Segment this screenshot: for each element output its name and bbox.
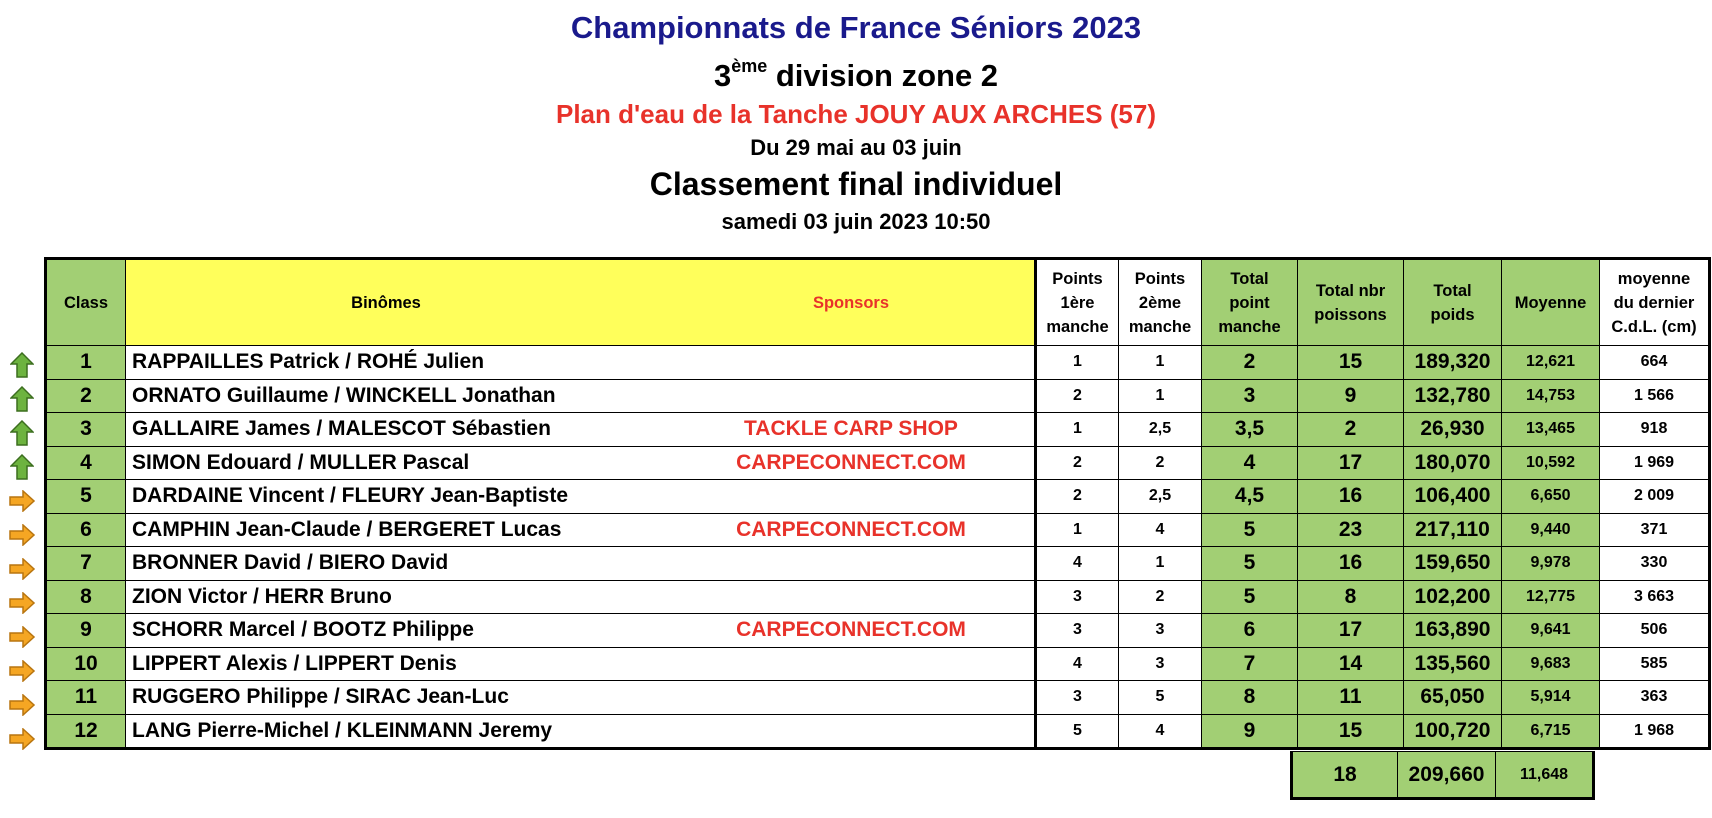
total-fish-cell: 16: [1298, 547, 1404, 581]
average-cell: 6,650: [1502, 480, 1600, 514]
sponsors-label: Sponsors: [812, 293, 890, 312]
points-1-cell: 1: [1036, 413, 1119, 447]
total-weight-cell: 132,780: [1404, 379, 1502, 413]
points-2-cell: 2: [1119, 580, 1202, 614]
sponsor-name: CARPECONNECT.COM: [736, 517, 966, 541]
average-cell: 6,715: [1502, 714, 1600, 749]
points-2-cell: 2,5: [1119, 413, 1202, 447]
col-header-binomes: [126, 259, 1036, 346]
total-points-cell: 4: [1202, 446, 1298, 480]
last-average-cell: 330: [1600, 547, 1710, 581]
total-points-cell: 5: [1202, 580, 1298, 614]
total-fish-cell: 15: [1298, 346, 1404, 380]
total-fish-cell: 17: [1298, 446, 1404, 480]
col-header-class: Class: [46, 259, 126, 346]
binome-names: GALLAIRE James / MALESCOT Sébastien: [132, 417, 551, 441]
table-row: [46, 614, 1710, 648]
total-fish-cell: 8: [1298, 580, 1404, 614]
total-points-cell: 9: [1202, 714, 1298, 749]
binome-names: CAMPHIN Jean-Claude / BERGERET Lucas: [132, 517, 562, 541]
binome-cell: [126, 480, 1036, 514]
average-cell: 14,753: [1502, 379, 1600, 413]
table-row: [46, 714, 1710, 749]
championship-title: Championnats de France Séniors 2023: [570, 10, 1142, 45]
binome-cell: [126, 346, 1036, 380]
last-average-cell: 664: [1600, 346, 1710, 380]
total-points-cell: 6: [1202, 614, 1298, 648]
rank-cell: 8: [46, 580, 126, 614]
total-points-cell: 3: [1202, 379, 1298, 413]
binome-names: LANG Pierre-Michel / KLEINMANN Jeremy: [132, 718, 553, 742]
sponsor-name: TACKLE CARP SHOP: [744, 417, 958, 441]
points-2-cell: 1: [1119, 346, 1202, 380]
total-weight-cell: 65,050: [1404, 681, 1502, 715]
binome-cell: [126, 446, 1036, 480]
total-weight-cell: 163,890: [1404, 614, 1502, 648]
total-weight-cell: 106,400: [1404, 480, 1502, 514]
binomes-label: Binômes: [351, 293, 421, 312]
total-points-cell: 5: [1202, 547, 1298, 581]
points-1-cell: 3: [1036, 614, 1119, 648]
col-header-points-2: Points 2ème manche: [1119, 259, 1202, 346]
right-arrow-icon: [8, 654, 36, 688]
total-points-cell: 2: [1202, 346, 1298, 380]
table-header-row: [46, 259, 1710, 346]
up-arrow-icon: [8, 348, 36, 382]
table-row: [46, 681, 1710, 715]
binome-cell: [126, 547, 1036, 581]
points-1-cell: 1: [1036, 346, 1119, 380]
table-row: [46, 413, 1710, 447]
average-cell: 10,592: [1502, 446, 1600, 480]
points-1-cell: 2: [1036, 480, 1119, 514]
up-arrow-icon: [8, 450, 36, 484]
right-arrow-icon: [8, 722, 36, 756]
rank-cell: 3: [46, 413, 126, 447]
binome-names: ORNATO Guillaume / WINCKELL Jonathan: [132, 383, 556, 407]
last-average-cell: 371: [1600, 513, 1710, 547]
col-header-average: Moyenne: [1502, 259, 1600, 346]
last-average-cell: 363: [1600, 681, 1710, 715]
table-row: [46, 513, 1710, 547]
binome-cell: [126, 379, 1036, 413]
total-weight-cell: 159,650: [1404, 547, 1502, 581]
rank-cell: 9: [46, 614, 126, 648]
points-1-cell: 3: [1036, 681, 1119, 715]
total-fish-cell: 23: [1298, 513, 1404, 547]
rank-cell: 10: [46, 647, 126, 681]
rank-cell: 4: [46, 446, 126, 480]
binome-names: LIPPERT Alexis / LIPPERT Denis: [132, 651, 457, 675]
col-header-points-1: Points 1ère manche: [1036, 259, 1119, 346]
table-row: [46, 346, 1710, 380]
points-2-cell: 2,5: [1119, 480, 1202, 514]
points-1-cell: 4: [1036, 647, 1119, 681]
total-fish-cell: 15: [1298, 714, 1404, 749]
total-average: 11,648: [1496, 752, 1594, 799]
average-cell: 13,465: [1502, 413, 1600, 447]
table-row: [46, 547, 1710, 581]
rank-cell: 11: [46, 681, 126, 715]
points-1-cell: 5: [1036, 714, 1119, 749]
total-points-cell: 7: [1202, 647, 1298, 681]
total-points-cell: 8: [1202, 681, 1298, 715]
points-1-cell: 1: [1036, 513, 1119, 547]
rank-cell: 1: [46, 346, 126, 380]
points-2-cell: 2: [1119, 446, 1202, 480]
trend-arrows-column: [8, 348, 36, 756]
binome-cell: [126, 513, 1036, 547]
timestamp-text: samedi 03 juin 2023 10:50: [721, 209, 991, 234]
total-fish-cell: 11: [1298, 681, 1404, 715]
venue-title: Plan d'eau de la Tanche JOUY AUX ARCHES (57): [555, 99, 1156, 129]
total-fish-cell: 16: [1298, 480, 1404, 514]
total-weight-sum: 209,660: [1398, 752, 1496, 799]
average-cell: 9,641: [1502, 614, 1600, 648]
points-2-cell: 4: [1119, 714, 1202, 749]
points-1-cell: 2: [1036, 446, 1119, 480]
ranking-title: Classement final individuel: [649, 166, 1063, 202]
binome-names: RAPPAILLES Patrick / ROHÉ Julien: [132, 350, 485, 374]
binome-names: ZION Victor / HERR Bruno: [132, 584, 392, 608]
points-1-cell: 4: [1036, 547, 1119, 581]
total-fish-sum: 18: [1292, 752, 1398, 799]
rank-cell: 6: [46, 513, 126, 547]
points-2-cell: 5: [1119, 681, 1202, 715]
last-average-cell: 2 009: [1600, 480, 1710, 514]
total-weight-cell: 180,070: [1404, 446, 1502, 480]
points-2-cell: 3: [1119, 614, 1202, 648]
total-weight-cell: 26,930: [1404, 413, 1502, 447]
binome-cell: [126, 714, 1036, 749]
last-average-cell: 3 663: [1600, 580, 1710, 614]
totals-table: [1290, 751, 1595, 800]
points-2-cell: 3: [1119, 647, 1202, 681]
average-cell: 9,978: [1502, 547, 1600, 581]
binome-names: BRONNER David / BIERO David: [132, 551, 449, 575]
col-header-last-average: moyenne du dernier C.d.L. (cm): [1600, 259, 1710, 346]
average-cell: 5,914: [1502, 681, 1600, 715]
points-1-cell: 2: [1036, 379, 1119, 413]
average-cell: 9,683: [1502, 647, 1600, 681]
points-2-cell: 1: [1119, 379, 1202, 413]
total-fish-cell: 9: [1298, 379, 1404, 413]
last-average-cell: 918: [1600, 413, 1710, 447]
sponsor-name: CARPECONNECT.COM: [736, 450, 966, 474]
average-cell: 9,440: [1502, 513, 1600, 547]
binome-names: DARDAINE Vincent / FLEURY Jean-Baptiste: [132, 484, 569, 508]
right-arrow-icon: [8, 518, 36, 552]
points-2-cell: 1: [1119, 547, 1202, 581]
last-average-cell: 1 566: [1600, 379, 1710, 413]
division-title: 3ème division zone 2: [713, 56, 999, 93]
binome-cell: [126, 580, 1036, 614]
average-cell: 12,775: [1502, 580, 1600, 614]
binome-names: SCHORR Marcel / BOOTZ Philippe: [132, 618, 474, 642]
rank-cell: 2: [46, 379, 126, 413]
total-weight-cell: 102,200: [1404, 580, 1502, 614]
last-average-cell: 1 968: [1600, 714, 1710, 749]
table-row: [46, 647, 1710, 681]
total-points-cell: 5: [1202, 513, 1298, 547]
total-points-cell: 3,5: [1202, 413, 1298, 447]
binome-cell: [126, 681, 1036, 715]
up-arrow-icon: [8, 416, 36, 450]
points-1-cell: 3: [1036, 580, 1119, 614]
last-average-cell: 506: [1600, 614, 1710, 648]
right-arrow-icon: [8, 688, 36, 722]
total-weight-cell: 217,110: [1404, 513, 1502, 547]
col-header-total-weight: Total poids: [1404, 259, 1502, 346]
col-header-total-fish: Total nbr poissons: [1298, 259, 1404, 346]
rank-cell: 12: [46, 714, 126, 749]
binome-names: SIMON Edouard / MULLER Pascal: [132, 450, 470, 474]
dates-text: Du 29 mai au 03 juin: [750, 135, 962, 160]
right-arrow-icon: [8, 586, 36, 620]
binome-cell: [126, 647, 1036, 681]
rank-cell: 5: [46, 480, 126, 514]
average-cell: 12,621: [1502, 346, 1600, 380]
right-arrow-icon: [8, 484, 36, 518]
table-row: [46, 379, 1710, 413]
binome-cell: [126, 614, 1036, 648]
last-average-cell: 585: [1600, 647, 1710, 681]
binome-cell: [126, 413, 1036, 447]
total-weight-cell: 189,320: [1404, 346, 1502, 380]
last-average-cell: 1 969: [1600, 446, 1710, 480]
total-fish-cell: 2: [1298, 413, 1404, 447]
ranking-table: [44, 257, 1711, 750]
points-2-cell: 4: [1119, 513, 1202, 547]
total-weight-cell: 135,560: [1404, 647, 1502, 681]
total-fish-cell: 14: [1298, 647, 1404, 681]
sponsor-name: CARPECONNECT.COM: [736, 618, 966, 642]
col-header-total-points: Total point manche: [1202, 259, 1298, 346]
total-points-cell: 4,5: [1202, 480, 1298, 514]
up-arrow-icon: [8, 382, 36, 416]
binome-names: RUGGERO Philippe / SIRAC Jean-Luc: [132, 685, 509, 709]
totals-row: [1292, 752, 1594, 799]
table-row: [46, 580, 1710, 614]
rank-cell: 7: [46, 547, 126, 581]
table-row: [46, 446, 1710, 480]
right-arrow-icon: [8, 552, 36, 586]
right-arrow-icon: [8, 620, 36, 654]
total-fish-cell: 17: [1298, 614, 1404, 648]
total-weight-cell: 100,720: [1404, 714, 1502, 749]
table-row: [46, 480, 1710, 514]
